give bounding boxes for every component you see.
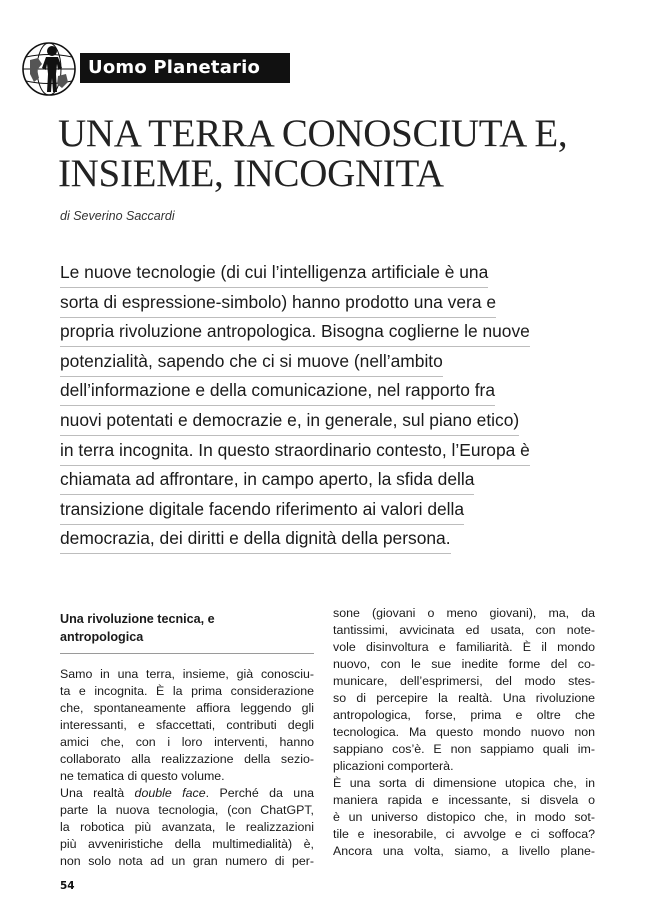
body-line: so di percepire la realtà. Una rivoluzione <box>333 691 595 705</box>
right-column <box>333 605 595 860</box>
body-line: è un universo distopico che, in modo sot- <box>333 810 595 824</box>
title-line: UNA TERRA CONOSCIUTA E, <box>58 112 568 155</box>
body-line: parte la nuova tecnologia, (con ChatGPT, <box>60 803 314 817</box>
section-heading-line: Una rivoluzione tecnica, e <box>60 612 215 626</box>
lead-line: in terra incognita. In questo straordinario contesto, l’Europa è <box>60 437 530 466</box>
left-column <box>60 611 314 870</box>
body-line: È una sorta di dimensione utopica che, in <box>333 776 595 790</box>
body-line: che, spontaneamente affiora leggendo gli <box>60 701 314 715</box>
body-line: amici che, con i loro interventi, hanno <box>60 735 314 749</box>
lead-line: Le nuove tecnologie (di cui l’intelligenza artificiale è una <box>60 259 488 288</box>
lead-line: democrazia, dei diritti e della dignità della persona. <box>60 525 451 554</box>
section-rule <box>60 653 314 654</box>
lead-line: transizione digitale facendo riferimento ai valori della <box>60 496 464 525</box>
body-line: più avveniristiche della multimedialità) è, <box>60 837 314 851</box>
body-line: ta e incognita. È la prima considerazione <box>60 684 314 698</box>
section-heading-line: antropologica <box>60 630 144 644</box>
body-line: tecnologica. Ma questo mondo nuovo non <box>333 725 595 739</box>
title-line: INSIEME, INCOGNITA <box>58 152 444 195</box>
lead-line: potenzialità, sapendo che ci si muove (nell’ambito <box>60 348 443 377</box>
body-line: Samo in una terra, insieme, già conosciu- <box>60 667 314 681</box>
body-line: plicazioni comporterà. <box>333 759 454 773</box>
body-line: vole disinvoltura e familiarità. È il mondo <box>333 640 595 654</box>
body-line: nuovo, con le sue inedite forme del co- <box>333 657 595 671</box>
rubric-label: Uomo Planetario <box>88 57 261 78</box>
body-line: maniera rapida e incessante, si disvela o <box>333 793 595 807</box>
lead-line: dell’informazione e della comunicazione, nel rapporto fra <box>60 377 495 406</box>
body-line: interessanti, e sfaccettati, contributi degli <box>60 718 314 732</box>
body-line: sone (giovani o meno giovani), ma, da <box>333 606 595 620</box>
body-line: collaborato alla realizzazione della sezio- <box>60 752 314 766</box>
body-line: la robotica più avanzata, le realizzazioni <box>60 820 314 834</box>
lead-line: nuovi potentati e democrazie e, in generale, sul piano etico) <box>60 407 519 436</box>
body-line: municare, dell’esprimersi, del modo stes- <box>333 674 595 688</box>
body-line: sappiano cos’è. E non sappiamo quali im- <box>333 742 595 756</box>
article-title <box>58 114 618 194</box>
body-line: tile e inesorabile, ci avvolge e ci soffoca? <box>333 827 595 841</box>
lead-line: propria rivoluzione antropologica. Bisogna coglierne le nuove <box>60 318 530 347</box>
body-line: ne tematica di questo volume. <box>60 769 225 783</box>
lead-line: sorta di espressione-simbolo) hanno prodotto una vera e <box>60 289 496 318</box>
byline: di Severino Saccardi <box>60 209 175 223</box>
body-line-mixed <box>60 785 314 802</box>
body-text: Una realtà <box>60 786 135 800</box>
section-heading <box>60 611 314 647</box>
body-line: antropologica, forse, prima e oltre che <box>333 708 595 722</box>
body-text: . Perché da una <box>205 786 314 800</box>
body-line: non solo nota ad un gran numero di per- <box>60 854 314 868</box>
body-line: tantissimi, avvicinata ed usata, con note- <box>333 623 595 637</box>
rubric-header <box>20 40 290 98</box>
page-number: 54 <box>60 880 75 892</box>
emphasis-text: double face <box>134 786 206 800</box>
globe-person-icon <box>20 40 82 98</box>
body-line: Ancora una volta, siamo, a livello plane- <box>333 844 595 858</box>
lead-paragraph <box>60 258 580 554</box>
lead-line: chiamata ad affrontare, in campo aperto, la sfida della <box>60 466 474 495</box>
